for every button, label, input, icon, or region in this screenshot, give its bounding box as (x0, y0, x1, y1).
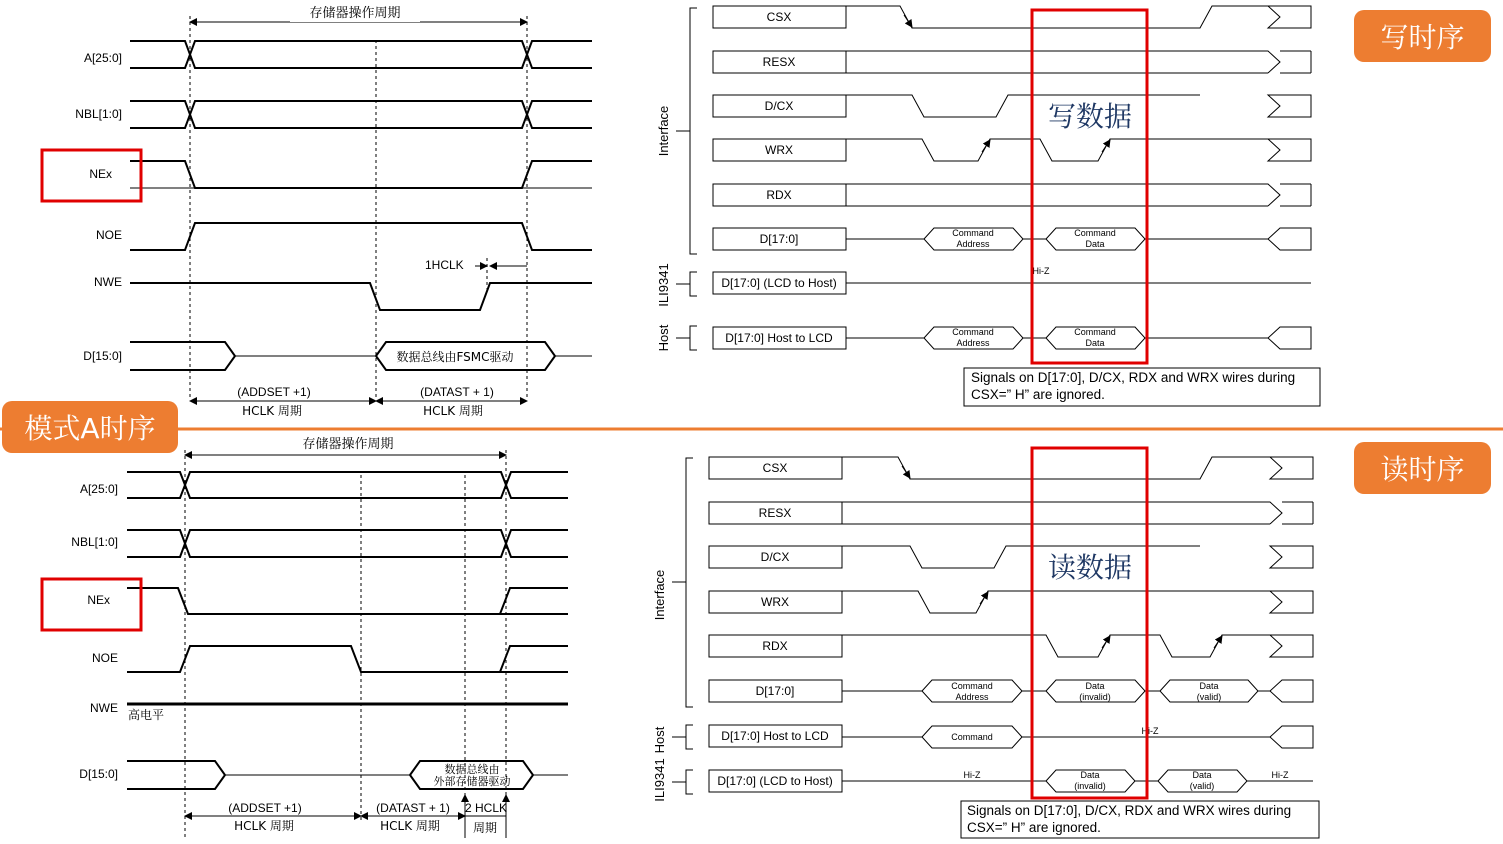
data-valid-l2: (valid) (1189, 781, 1215, 791)
hiz-label: Hi-Z (963, 770, 981, 780)
cmd-address-l1: Command (952, 327, 994, 337)
cmd-data-l1: Command (1074, 327, 1116, 337)
hiz-label: Hi-Z (1271, 770, 1289, 780)
read-timing-badge-label: 读时序 (1380, 453, 1465, 486)
sig-d17-host-lcd: D[17:0] Host to LCD (725, 331, 833, 345)
signal-label-nwe: NWE (90, 701, 118, 715)
fsmc-read-diagram (42, 436, 568, 838)
sig-dcx: D/CX (760, 550, 790, 564)
sig-wrx: WRX (761, 595, 789, 609)
read-timing-badge (1354, 442, 1491, 494)
cmd-data-l1: Command (1074, 228, 1116, 238)
extra-hclk-label: 2 HCLK (464, 801, 508, 815)
note-line1: Signals on D[17:0], D/CX, RDX and WRX wires during (971, 370, 1296, 385)
cmd-address-l2: Address (956, 338, 990, 348)
addset-label: (ADDSET +1) (228, 801, 302, 815)
cmd-data-l2: Data (1085, 239, 1105, 249)
ili-write-diagram (656, 6, 1320, 406)
cmd-data-l2: Data (1085, 338, 1105, 348)
datast-unit: HCLK 周期 (380, 819, 440, 833)
write-timing-badge-label: 写时序 (1380, 21, 1465, 54)
signal-label-nwe: NWE (94, 275, 122, 289)
signal-label-data: D[15:0] (83, 349, 122, 363)
bus-driver-line2: 外部存储器驱动 (433, 775, 511, 788)
data-valid-l1: Data (1199, 681, 1219, 691)
addset-unit: HCLK 周期 (242, 404, 302, 418)
sig-d17: D[17:0] (755, 684, 795, 698)
hiz-label: Hi-Z (1141, 726, 1159, 736)
nwe-high-note: 高电平 (128, 708, 165, 722)
read-data-label: 读数据 (1047, 551, 1133, 584)
write-data-label: 写数据 (1047, 100, 1133, 133)
signal-label-nex: NEx (89, 167, 112, 181)
signal-label-data: D[15:0] (79, 767, 118, 781)
note-line2: CSX=” H” are ignored. (971, 387, 1105, 402)
data-valid-l2: (valid) (1196, 692, 1222, 702)
signal-label-noe: NOE (95, 228, 122, 242)
sig-d17-host-lcd: D[17:0] Host to LCD (721, 729, 829, 743)
sig-d17-lcd-host: D[17:0] (LCD to Host) (717, 774, 833, 788)
sig-rdx: RDX (766, 188, 792, 202)
signal-label-nbl: NBL[1:0] (71, 535, 118, 549)
signal-label-a: A[25:0] (79, 482, 118, 496)
datast-label: (DATAST + 1) (376, 801, 450, 815)
fsmc-write-diagram (42, 4, 592, 418)
data-invalid-l2: (invalid) (1074, 781, 1106, 791)
sig-d17-lcd-host: D[17:0] (LCD to Host) (721, 276, 837, 290)
hclk-note: 1HCLK (425, 258, 464, 272)
data-invalid-l2: (invalid) (1079, 692, 1111, 702)
write-data-highlight-box (1032, 10, 1147, 363)
cmd-address-l2: Address (955, 692, 989, 702)
sig-dcx: D/CX (764, 99, 794, 113)
write-timing-badge (1354, 10, 1491, 62)
hiz-label: Hi-Z (1032, 266, 1050, 276)
read-data-highlight-box (1032, 448, 1147, 798)
signal-label-nex: NEx (87, 593, 110, 607)
group-ili-label: ILI9341 (656, 263, 671, 307)
command-label: Command (951, 732, 993, 742)
data-valid-l1: Data (1192, 770, 1212, 780)
sig-resx: RESX (758, 506, 792, 520)
bus-driver-label: 数据总线由FSMC驱动 (396, 350, 514, 364)
write-cycle-label: 存储器操作周期 (309, 6, 401, 21)
bus-driver-line1: 数据总线由 (444, 763, 500, 776)
mode-a-timing-badge (2, 401, 178, 453)
addset-unit: HCLK 周期 (234, 819, 294, 833)
note-line1: Signals on D[17:0], D/CX, RDX and WRX wires during (967, 803, 1292, 818)
addset-label: (ADDSET +1) (237, 385, 311, 399)
sig-d17: D[17:0] (759, 232, 799, 246)
datast-label: (DATAST + 1) (420, 385, 494, 399)
ili-read-diagram (652, 448, 1319, 838)
data-invalid-l1: Data (1085, 681, 1105, 691)
mode-a-timing-badge-label: 模式A时序 (24, 412, 156, 445)
data-invalid-l1: Data (1080, 770, 1100, 780)
group-interface-label: Interface (652, 569, 667, 621)
sig-csx: CSX (766, 10, 792, 24)
group-ili-label: ILI9341 (652, 758, 667, 802)
cmd-address-l1: Command (951, 681, 993, 691)
group-host-label: Host (652, 726, 667, 754)
datast-unit: HCLK 周期 (423, 404, 483, 418)
cmd-address-l2: Address (956, 239, 990, 249)
read-cycle-label: 存储器操作周期 (302, 437, 394, 452)
group-interface-label: Interface (656, 105, 671, 157)
cmd-address-l1: Command (952, 228, 994, 238)
sig-rdx: RDX (762, 639, 788, 653)
sig-wrx: WRX (765, 143, 793, 157)
signal-label-a: A[25:0] (83, 51, 122, 65)
sig-resx: RESX (762, 55, 796, 69)
signal-label-nbl: NBL[1:0] (75, 107, 122, 121)
extra-hclk-unit: 周期 (472, 821, 498, 835)
sig-csx: CSX (762, 461, 788, 475)
note-line2: CSX=” H” are ignored. (967, 820, 1101, 835)
group-host-label: Host (656, 324, 671, 352)
signal-label-noe: NOE (91, 651, 118, 665)
